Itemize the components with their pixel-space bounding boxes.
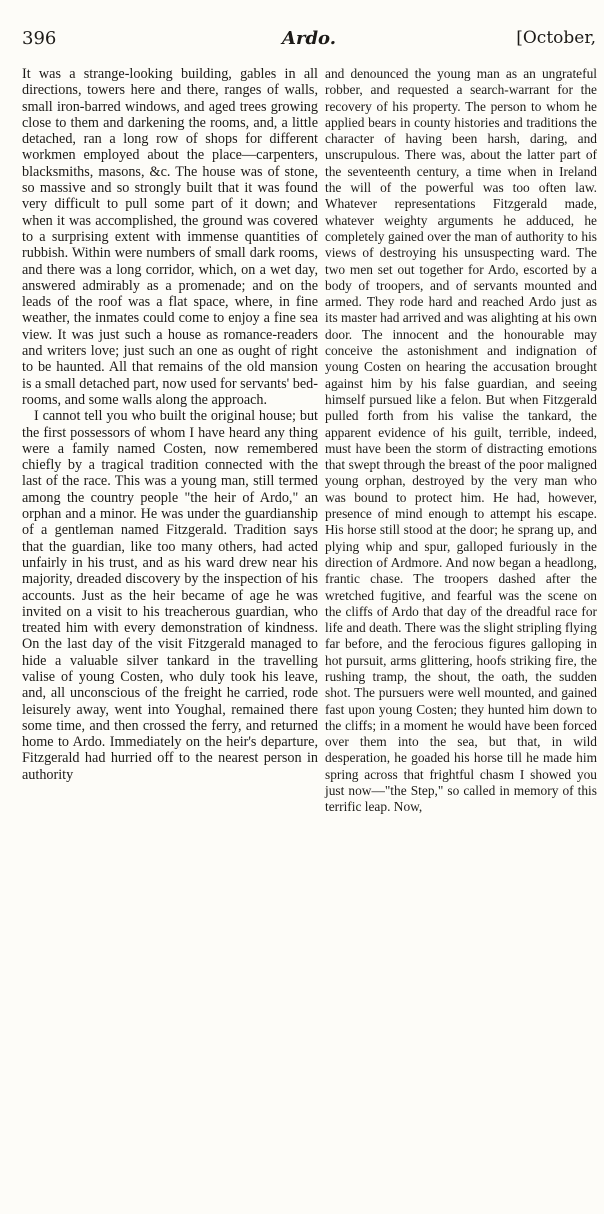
left-column xyxy=(22,66,318,783)
paragraph: It was a strange-looking building, gables in all directions, towers here and there, ranges of walls, small iron-barred windows, and aged trees growing close to them and darkening the rooms, and, a little detached, ran a long row of shops for different workmen employed about the place—carpenters, blacksmiths, masons, &c. The house was of stone, so massive and so strongly built that it was found very difficult to pull some part of it down; and when it was accomplished, the ground was covered to a surprising extent with immense quantities of rubbish. Within were numbers of small dark rooms, and there was a long corridor, which, on a wet day, answered admirably as a promenade; and on the leads of the roof was a flat space, where, in fine weather, the inmates could come to enjoy a fine sea view. It was just such a house as romance-readers and writers love; just such an one as ought of right to be haunted. All that remains of the old mansion is a small detached part, now used for servants' bed-rooms, and some walls along the approach. xyxy=(22,66,318,408)
right-column xyxy=(325,66,597,816)
paragraph: and denounced the young man as an ungrateful robber, and requested a search-warrant for the recovery of his property. The person to whom he applied bears in county histories and traditions the character of having been harsh, daring, and unscrupulous. There was, about the latter part of the seventeenth century, a time when in Ireland the will of the powerful was too often law. Whatever representations Fitzgerald made, whatever weighty arguments he adduced, he completely gained over the man of authority to his views of destroying his unsuspecting ward. The two men set out together for Ardo, escorted by a body of troopers, and of servants mounted and armed. They rode hard and reached Ardo just as its master had arrived and was alighting at his own door. The innocent and the honourable may conceive the astonishment and indignation of young Costen on hearing the accusation brought against him by his false guardian, and seeing himself pursued like a felon. But when Fitzgerald pulled forth from his valise the tankard, the apparent evidence of his guilt, terrible, indeed, must have been the storm of distracting emotions that swept through the breast of the poor maligned young orphan, destroyed by the very man who was bound to protect him. He had, however, presence of mind enough to attempt his escape. His horse still stood at the door; he sprang up, and plying whip and spur, galloped furiously in the direction of Ardmore. And now began a headlong, frantic chase. The troopers dashed after the wretched fugitive, and fearful was the scene on the cliffs of Ardo that day of the dreadful race for life and death. There was the slight stripling flying far before, and the ferocious figures galloping in hot pursuit, arms glittering, hoofs striking fire, the rushing tramp, the shout, the oath, the sudden shot. The pursuers were well mounted, and gained fast upon young Costen; they hunted him down to the cliffs; in a moment he would have been forced over them into the sea, but that, in wild desperation, he goaded his horse till he made him spring across that frightful chasm I showed you just now—"the Step," so called in memory of this terrific leap. Now, xyxy=(325,66,597,815)
paragraph: I cannot tell you who built the original house; but the first possessors of whom I have heard any thing were a family named Costen, now remembered chiefly by a tragical tradition connected with the last of the race. This was a young man, still termed among the country people "the heir of Ardo," an orphan and a minor. He was under the guardianship of a gentleman named Fitzgerald. Tradition says that the guardian, like too many others, had acted unfairly in his trust, and as his ward drew near his majority, dreaded discovery by the inspection of his accounts. Just as the heir became of age he was invited on a visit to his treacherous guardian, who treated him with every demonstration of kindness. On the last day of the visit Fitzgerald managed to hide a valuable silver tankard in the travelling valise of young Costen, who duly took his leave, and, all unconscious of the freight he carried, rode leisurely away, went into Youghal, remained there some time, and then crossed the ferry, and returned home to Ardo. Immediately on the heir's departure, Fitzgerald had hurried off to the nearest person in authority xyxy=(22,408,318,783)
running-title: Ardo. xyxy=(282,28,336,49)
running-month: [October, xyxy=(516,28,596,48)
running-header xyxy=(22,28,596,54)
page-number: 396 xyxy=(22,28,57,49)
